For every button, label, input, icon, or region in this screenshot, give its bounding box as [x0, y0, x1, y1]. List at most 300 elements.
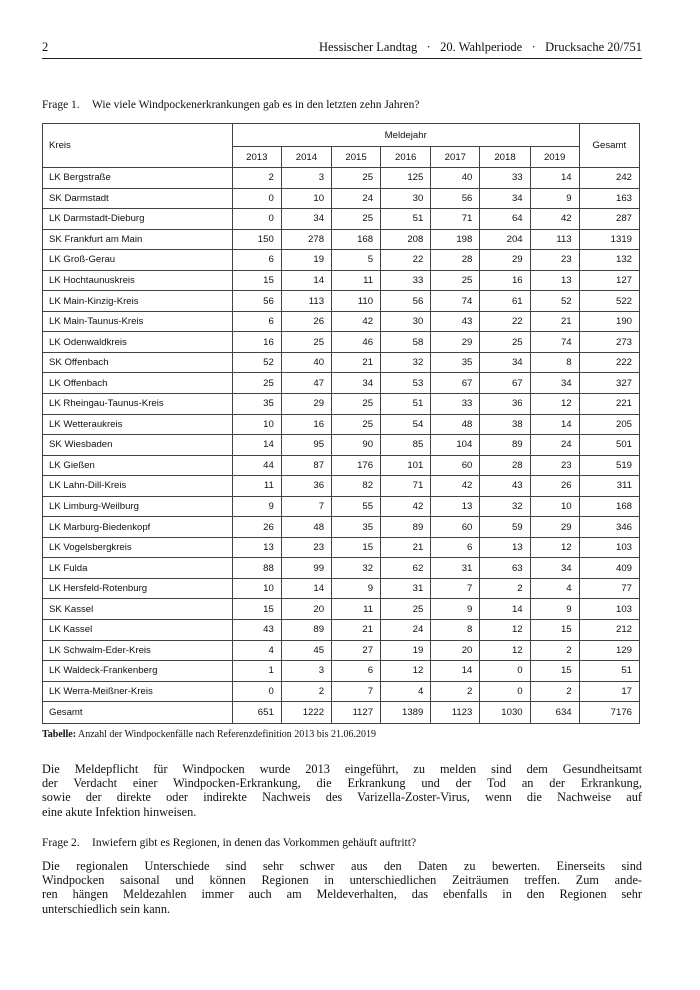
cell-value: 24 [332, 188, 381, 209]
cell-value: 60 [431, 455, 480, 476]
paragraph-1-line: Die Meldepflicht für Windpocken wurde 2013 eingeführt, zu melden sind dem Gesundheitsamt [42, 762, 642, 776]
cell-value: 13 [480, 537, 530, 558]
total-row-label: Gesamt [43, 702, 233, 724]
table-row [43, 373, 640, 394]
row-total: 103 [579, 537, 639, 558]
paragraph-2 [42, 859, 642, 916]
row-total: 287 [579, 209, 639, 230]
cell-value: 32 [381, 352, 431, 373]
cell-value: 63 [480, 558, 530, 579]
cell-value: 54 [381, 414, 431, 435]
cell-value: 35 [332, 517, 381, 538]
kreis-name: LK Fulda [43, 558, 233, 579]
question-2 [42, 837, 416, 849]
cell-value: 67 [480, 373, 530, 394]
cell-value: 9 [232, 496, 281, 517]
kreis-name: LK Waldeck-Frankenberg [43, 661, 233, 682]
cell-value: 0 [480, 661, 530, 682]
question-1-text: Wie viele Windpockenerkrankungen gab es in den letzten zehn Jahren? [92, 99, 420, 111]
cell-value: 1 [232, 661, 281, 682]
row-total: 127 [579, 270, 639, 291]
cell-value: 52 [232, 352, 281, 373]
row-total: 501 [579, 435, 639, 456]
cell-value: 88 [232, 558, 281, 579]
cell-value: 71 [381, 476, 431, 497]
cell-value: 61 [480, 291, 530, 312]
cell-value: 198 [431, 229, 480, 250]
cell-value: 42 [530, 209, 579, 230]
row-total: 190 [579, 311, 639, 332]
cell-value: 8 [530, 352, 579, 373]
kreis-name: LK Werra-Meißner-Kreis [43, 681, 233, 702]
kreis-name: LK Bergstraße [43, 168, 233, 189]
cell-value: 11 [332, 599, 381, 620]
table-row [43, 496, 640, 517]
cell-value: 14 [530, 168, 579, 189]
row-total: 163 [579, 188, 639, 209]
cell-value: 32 [480, 496, 530, 517]
total-row [43, 702, 640, 724]
cell-value: 31 [381, 578, 431, 599]
cell-value: 60 [431, 517, 480, 538]
cell-value: 21 [332, 620, 381, 641]
cell-value: 12 [480, 640, 530, 661]
row-total: 212 [579, 620, 639, 641]
table-row [43, 476, 640, 497]
cell-value: 11 [232, 476, 281, 497]
cell-value: 28 [480, 455, 530, 476]
header-year: 2013 [232, 147, 281, 168]
table-row [43, 681, 640, 702]
row-total: 103 [579, 599, 639, 620]
cell-value: 35 [431, 352, 480, 373]
cell-value: 25 [332, 394, 381, 415]
table-row [43, 394, 640, 415]
paragraph-2-line: Windpocken saisonal und können Regionen in unterschiedlichen Zeiträumen treffen. Zum ande- [42, 873, 642, 888]
cell-value: 110 [332, 291, 381, 312]
cell-value: 25 [332, 414, 381, 435]
cell-value: 29 [431, 332, 480, 353]
cell-value: 12 [530, 537, 579, 558]
table-row [43, 229, 640, 250]
paragraph-2-line: unterschiedlich sein kann. [42, 901, 171, 916]
cell-value: 168 [332, 229, 381, 250]
cell-value: 2 [530, 681, 579, 702]
paragraph-1 [42, 762, 642, 819]
cell-value: 14 [232, 435, 281, 456]
cell-value: 25 [431, 270, 480, 291]
header-year: 2019 [530, 147, 579, 168]
row-total: 327 [579, 373, 639, 394]
row-total: 311 [579, 476, 639, 497]
cell-value: 59 [480, 517, 530, 538]
cell-value: 43 [232, 620, 281, 641]
question-1 [42, 99, 419, 111]
kreis-name: LK Schwalm-Eder-Kreis [43, 640, 233, 661]
cell-value: 29 [530, 517, 579, 538]
cell-value: 208 [381, 229, 431, 250]
cell-value: 10 [232, 414, 281, 435]
cell-value: 44 [232, 455, 281, 476]
cell-value: 0 [232, 209, 281, 230]
table-row [43, 352, 640, 373]
cell-value: 4 [530, 578, 579, 599]
cell-value: 16 [232, 332, 281, 353]
cell-value: 21 [332, 352, 381, 373]
cell-value: 26 [281, 311, 331, 332]
cell-value: 26 [530, 476, 579, 497]
cell-value: 42 [431, 476, 480, 497]
cell-value: 34 [332, 373, 381, 394]
header-year: 2016 [381, 147, 431, 168]
year-total: 651 [232, 702, 281, 724]
header-gesamt: Gesamt [579, 124, 639, 168]
cell-value: 52 [530, 291, 579, 312]
caption-label: Tabelle: [42, 729, 77, 740]
cell-value: 15 [232, 599, 281, 620]
table-row [43, 168, 640, 189]
question-2-text: Inwiefern gibt es Regionen, in denen das Vorkommen gehäuft auftritt? [92, 837, 417, 849]
cell-value: 9 [530, 599, 579, 620]
cell-value: 51 [381, 394, 431, 415]
cell-value: 7 [431, 578, 480, 599]
cell-value: 25 [232, 373, 281, 394]
table-row [43, 640, 640, 661]
cell-value: 48 [281, 517, 331, 538]
paragraph-1-line: eine akute Infektion hinweisen. [42, 804, 197, 819]
cell-value: 20 [281, 599, 331, 620]
question-2-label: Frage 2. [42, 837, 80, 849]
cell-value: 36 [281, 476, 331, 497]
table-row [43, 620, 640, 641]
cell-value: 15 [232, 270, 281, 291]
cell-value: 36 [480, 394, 530, 415]
cell-value: 38 [480, 414, 530, 435]
table-row [43, 209, 640, 230]
cell-value: 10 [232, 578, 281, 599]
cell-value: 33 [480, 168, 530, 189]
cell-value: 204 [480, 229, 530, 250]
row-total: 205 [579, 414, 639, 435]
cell-value: 23 [281, 537, 331, 558]
cell-value: 34 [281, 209, 331, 230]
paragraph-2-line: ren hängen Meldezahlen immer auch am Meldeverhalten, das ebenfalls in den Regionen sehr [42, 887, 642, 902]
cell-value: 2 [431, 681, 480, 702]
row-total: 77 [579, 578, 639, 599]
cell-value: 85 [381, 435, 431, 456]
cell-value: 6 [332, 661, 381, 682]
cell-value: 89 [381, 517, 431, 538]
cell-value: 150 [232, 229, 281, 250]
header-year: 2014 [281, 147, 331, 168]
row-total: 129 [579, 640, 639, 661]
cell-value: 26 [232, 517, 281, 538]
table-row [43, 455, 640, 476]
cell-value: 55 [332, 496, 381, 517]
cell-value: 13 [431, 496, 480, 517]
header-rule [42, 58, 642, 59]
cell-value: 11 [332, 270, 381, 291]
cell-value: 12 [480, 620, 530, 641]
cell-value: 95 [281, 435, 331, 456]
cell-value: 28 [431, 250, 480, 271]
cell-value: 4 [232, 640, 281, 661]
cell-value: 19 [381, 640, 431, 661]
cell-value: 74 [530, 332, 579, 353]
cell-value: 8 [431, 620, 480, 641]
cell-value: 42 [332, 311, 381, 332]
row-total: 519 [579, 455, 639, 476]
year-total: 1127 [332, 702, 381, 724]
table-row [43, 414, 640, 435]
cell-value: 21 [530, 311, 579, 332]
grand-total: 7176 [579, 702, 639, 724]
kreis-name: SK Wiesbaden [43, 435, 233, 456]
paragraph-1-line: sowie der direkte oder indirekte Nachweis des Varizella-Zoster-Virus, wenn die Nachweise auf [42, 790, 642, 805]
table-row [43, 270, 640, 291]
row-total: 242 [579, 168, 639, 189]
table-row [43, 311, 640, 332]
cell-value: 3 [281, 661, 331, 682]
cell-value: 30 [381, 188, 431, 209]
year-total: 1222 [281, 702, 331, 724]
cell-value: 34 [530, 558, 579, 579]
cell-value: 125 [381, 168, 431, 189]
table-caption [42, 729, 376, 740]
kreis-name: LK Limburg-Weilburg [43, 496, 233, 517]
kreis-name: LK Marburg-Biedenkopf [43, 517, 233, 538]
cell-value: 40 [431, 168, 480, 189]
kreis-name: LK Rheingau-Taunus-Kreis [43, 394, 233, 415]
running-title: Hessischer Landtag · 20. Wahlperiode · Drucksache 20/751 [319, 40, 642, 54]
table-row [43, 188, 640, 209]
cell-value: 23 [530, 250, 579, 271]
cell-value: 56 [232, 291, 281, 312]
page-header [42, 40, 642, 58]
cell-value: 19 [281, 250, 331, 271]
cell-value: 56 [431, 188, 480, 209]
table-row [43, 332, 640, 353]
page-number: 2 [42, 40, 49, 54]
table-row [43, 558, 640, 579]
cell-value: 113 [530, 229, 579, 250]
cell-value: 14 [281, 578, 331, 599]
kreis-name: SK Offenbach [43, 352, 233, 373]
cell-value: 25 [332, 209, 381, 230]
table-row [43, 250, 640, 271]
cell-value: 14 [530, 414, 579, 435]
cell-value: 25 [480, 332, 530, 353]
cell-value: 9 [530, 188, 579, 209]
header-year: 2015 [332, 147, 381, 168]
cell-value: 9 [431, 599, 480, 620]
cell-value: 2 [281, 681, 331, 702]
kreis-name: SK Kassel [43, 599, 233, 620]
row-total: 132 [579, 250, 639, 271]
cell-value: 25 [332, 168, 381, 189]
cell-value: 4 [381, 681, 431, 702]
cell-value: 25 [381, 599, 431, 620]
cell-value: 42 [381, 496, 431, 517]
year-total: 634 [530, 702, 579, 724]
kreis-name: LK Main-Taunus-Kreis [43, 311, 233, 332]
cell-value: 33 [431, 394, 480, 415]
cell-value: 14 [480, 599, 530, 620]
cell-value: 82 [332, 476, 381, 497]
cell-value: 89 [480, 435, 530, 456]
cell-value: 25 [281, 332, 331, 353]
kreis-name: LK Kassel [43, 620, 233, 641]
table-row [43, 291, 640, 312]
cell-value: 278 [281, 229, 331, 250]
kreis-name: LK Hersfeld-Rotenburg [43, 578, 233, 599]
cell-value: 30 [381, 311, 431, 332]
cell-value: 22 [480, 311, 530, 332]
cell-value: 20 [431, 640, 480, 661]
kreis-name: LK Lahn-Dill-Kreis [43, 476, 233, 497]
kreis-name: SK Frankfurt am Main [43, 229, 233, 250]
table-row [43, 435, 640, 456]
kreis-name: LK Offenbach [43, 373, 233, 394]
caption-text: Anzahl der Windpockenfälle nach Referenzdefinition 2013 bis 21.06.2019 [76, 729, 376, 740]
cell-value: 53 [381, 373, 431, 394]
cell-value: 87 [281, 455, 331, 476]
cell-value: 24 [530, 435, 579, 456]
cell-value: 7 [281, 496, 331, 517]
row-total: 273 [579, 332, 639, 353]
cell-value: 22 [381, 250, 431, 271]
cell-value: 40 [281, 352, 331, 373]
row-total: 522 [579, 291, 639, 312]
cell-value: 12 [381, 661, 431, 682]
row-total: 51 [579, 661, 639, 682]
kreis-name: LK Darmstadt-Dieburg [43, 209, 233, 230]
cell-value: 29 [480, 250, 530, 271]
cell-value: 48 [431, 414, 480, 435]
cell-value: 15 [332, 537, 381, 558]
cell-value: 15 [530, 620, 579, 641]
table-row [43, 537, 640, 558]
cell-value: 34 [480, 188, 530, 209]
cell-value: 24 [381, 620, 431, 641]
cell-value: 6 [431, 537, 480, 558]
cell-value: 10 [281, 188, 331, 209]
row-total: 346 [579, 517, 639, 538]
row-total: 1319 [579, 229, 639, 250]
cell-value: 0 [480, 681, 530, 702]
cell-value: 14 [281, 270, 331, 291]
cell-value: 35 [232, 394, 281, 415]
cell-value: 14 [431, 661, 480, 682]
varicella-cases-table [42, 123, 640, 724]
cell-value: 5 [332, 250, 381, 271]
cell-value: 51 [381, 209, 431, 230]
cell-value: 29 [281, 394, 331, 415]
cell-value: 16 [480, 270, 530, 291]
cell-value: 0 [232, 681, 281, 702]
cell-value: 21 [381, 537, 431, 558]
cell-value: 45 [281, 640, 331, 661]
cell-value: 9 [332, 578, 381, 599]
cell-value: 27 [332, 640, 381, 661]
kreis-name: LK Odenwaldkreis [43, 332, 233, 353]
cell-value: 58 [381, 332, 431, 353]
kreis-name: LK Gießen [43, 455, 233, 476]
cell-value: 2 [232, 168, 281, 189]
header-kreis: Kreis [43, 124, 233, 168]
cell-value: 32 [332, 558, 381, 579]
cell-value: 6 [232, 311, 281, 332]
kreis-name: LK Main-Kinzig-Kreis [43, 291, 233, 312]
table-row [43, 661, 640, 682]
cell-value: 56 [381, 291, 431, 312]
cell-value: 33 [381, 270, 431, 291]
cell-value: 71 [431, 209, 480, 230]
cell-value: 23 [530, 455, 579, 476]
cell-value: 10 [530, 496, 579, 517]
cell-value: 15 [530, 661, 579, 682]
header-meldejahr: Meldejahr [232, 124, 579, 147]
cell-value: 90 [332, 435, 381, 456]
header-year: 2018 [480, 147, 530, 168]
year-total: 1389 [381, 702, 431, 724]
table-row [43, 599, 640, 620]
cell-value: 0 [232, 188, 281, 209]
year-total: 1030 [480, 702, 530, 724]
cell-value: 176 [332, 455, 381, 476]
cell-value: 89 [281, 620, 331, 641]
cell-value: 3 [281, 168, 331, 189]
row-total: 221 [579, 394, 639, 415]
kreis-name: LK Vogelsbergkreis [43, 537, 233, 558]
cell-value: 13 [530, 270, 579, 291]
kreis-name: LK Wetteraukreis [43, 414, 233, 435]
row-total: 17 [579, 681, 639, 702]
cell-value: 12 [530, 394, 579, 415]
cell-value: 7 [332, 681, 381, 702]
cell-value: 43 [431, 311, 480, 332]
row-total: 409 [579, 558, 639, 579]
cell-value: 2 [530, 640, 579, 661]
cell-value: 34 [530, 373, 579, 394]
cell-value: 6 [232, 250, 281, 271]
cell-value: 13 [232, 537, 281, 558]
question-1-label: Frage 1. [42, 99, 80, 111]
cell-value: 2 [480, 578, 530, 599]
cell-value: 47 [281, 373, 331, 394]
table-row [43, 517, 640, 538]
header-year: 2017 [431, 147, 480, 168]
table-row [43, 578, 640, 599]
paragraph-1-line: der Verdacht einer Windpocken-Erkrankung, die Erkrankung und der Tod an der Erkrankung, [42, 776, 642, 791]
cell-value: 62 [381, 558, 431, 579]
paragraph-2-line: Die regionalen Unterschiede sind sehr schwer aus den Daten zu bewerten. Einerseits sind [42, 859, 642, 873]
cell-value: 104 [431, 435, 480, 456]
cell-value: 43 [480, 476, 530, 497]
cell-value: 74 [431, 291, 480, 312]
cell-value: 113 [281, 291, 331, 312]
cell-value: 46 [332, 332, 381, 353]
cell-value: 16 [281, 414, 331, 435]
kreis-name: LK Hochtaunuskreis [43, 270, 233, 291]
cell-value: 101 [381, 455, 431, 476]
kreis-name: SK Darmstadt [43, 188, 233, 209]
cell-value: 34 [480, 352, 530, 373]
row-total: 168 [579, 496, 639, 517]
row-total: 222 [579, 352, 639, 373]
cell-value: 64 [480, 209, 530, 230]
cell-value: 67 [431, 373, 480, 394]
